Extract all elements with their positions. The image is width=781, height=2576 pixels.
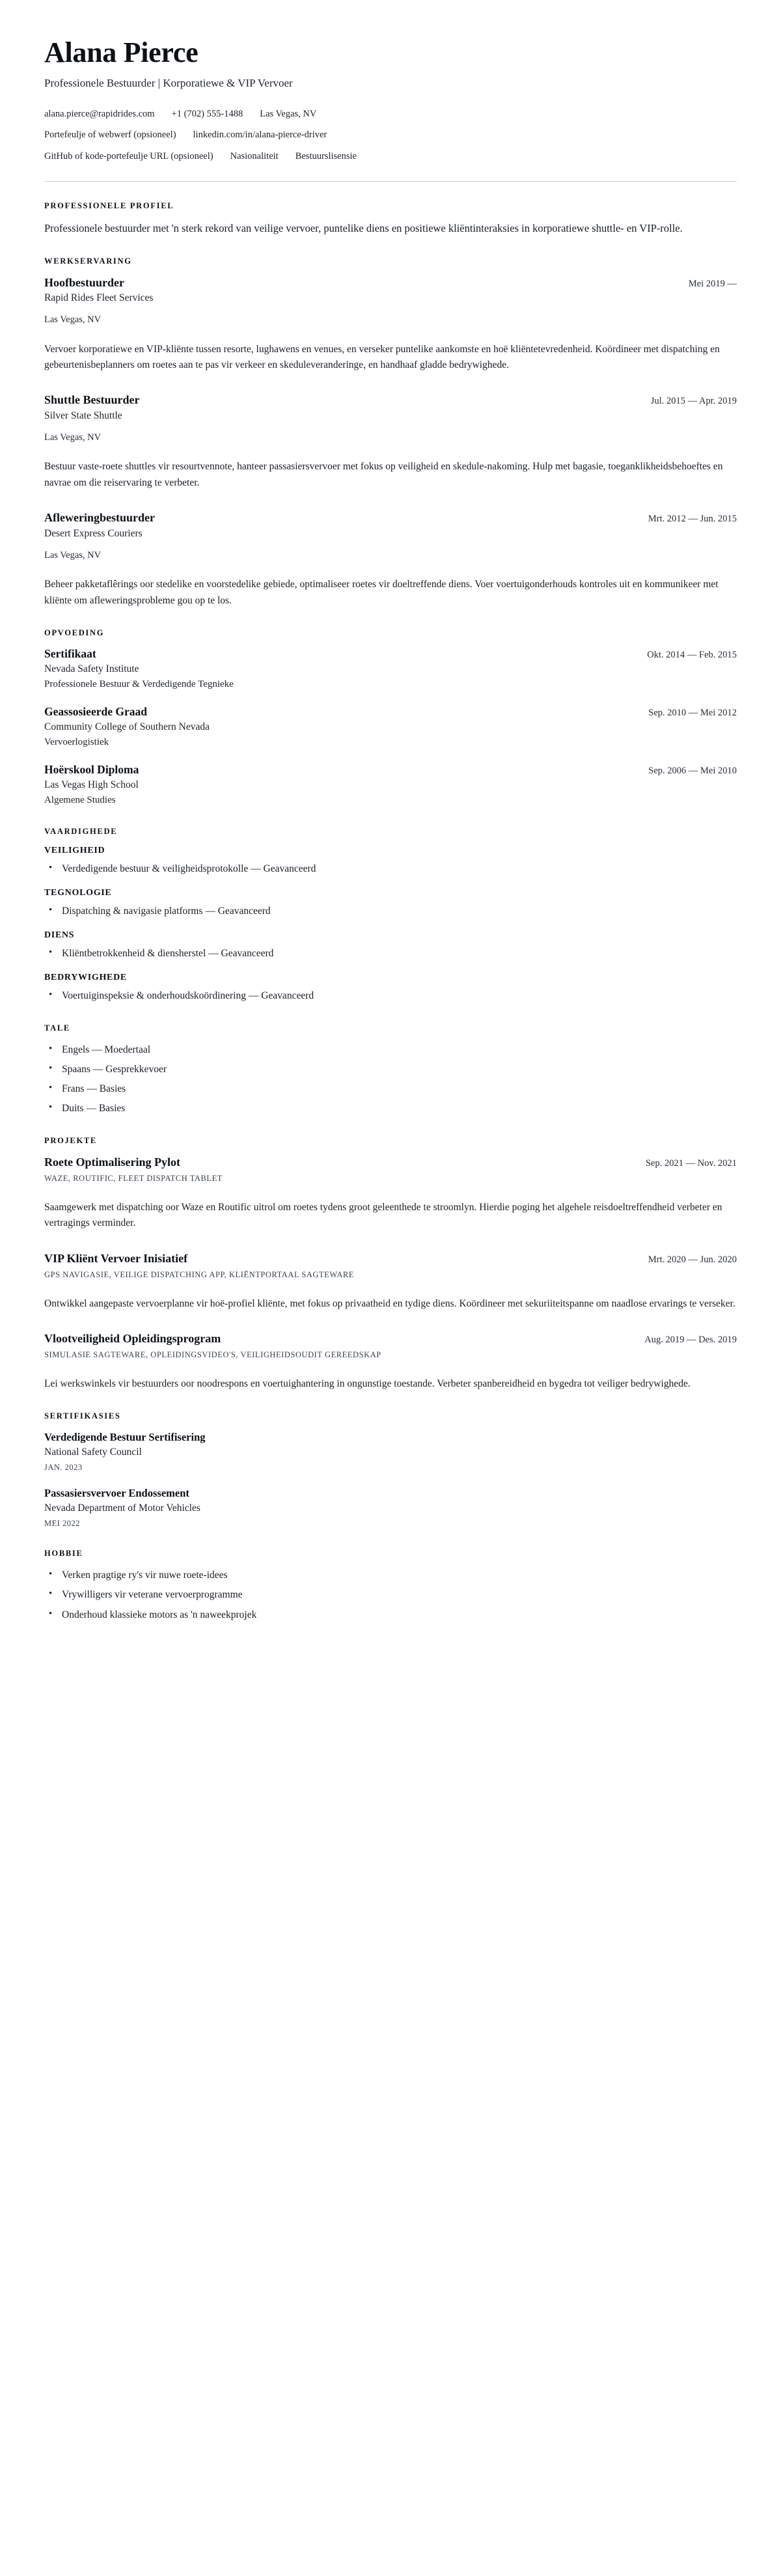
project-name: Roete Optimalisering Pylot [44,1155,180,1169]
contact-item: Nasionaliteit [230,151,279,162]
section-title-languages: TALE [44,1023,70,1032]
project-tech: WAZE, ROUTIFIC, FLEET DISPATCH TABLET [44,1174,223,1184]
degree-name: Sertifikaat [44,647,96,661]
job-date: Mrt. 2012 — Jun. 2015 [648,514,737,525]
education-entry [44,763,737,807]
hobby-item: • Vrywilligers vir veterane vervoerprogramme [44,1587,737,1602]
section-hobbies [44,1549,737,1622]
job-title: Hoofbestuurder [44,275,124,289]
education-entry [44,705,737,749]
hobby-item: • Onderhoud klassieke motors as 'n naweekprojek [44,1607,737,1622]
section-title-education: OPVOEDING [44,628,105,638]
school-name: Community College of Southern Nevada [44,721,210,733]
project-name: VIP Kliënt Vervoer Inisiatief [44,1251,188,1265]
skill-group-title: TEGNOLOGIE [44,887,112,898]
contact-item: Portefeulje of webwerf (opsioneel) [44,130,176,141]
skill-group-title: BEDRYWIGHEDE [44,973,127,983]
certification-entry [44,1430,737,1473]
contact-item: alana.pierce@rapidrides.com [44,108,155,119]
education-entry-head [44,763,737,777]
education-entry-head [44,647,737,661]
language-item: • Duits — Basies [44,1101,737,1116]
job-location: Las Vegas, NV [44,549,102,561]
project-description: Saamgewerk met dispatching oor Waze en Routific uitrol om roetes tydens groot geleenthede te stroomlyn. Hierdie poging het algehele reisdoeltreffendheid verbeter en vertragings verminder. [44,1201,722,1229]
degree-date: Okt. 2014 — Feb. 2015 [647,650,737,661]
resume-header [44,38,737,182]
language-item: • Spaans — Gesprekkevoer [44,1062,737,1077]
skills-list [44,846,737,1004]
section-title-experience: WERKSERVARING [44,256,132,266]
section-skills [44,827,737,1004]
contact-item: +1 (702) 555-1488 [171,108,243,119]
project-description: Ontwikkel aangepaste vervoerplanne vir hoë-profiel kliënte, met fokus op privaatheid en tydige diens. Koördineer met sekuriiteitspanne om naadlose ervarings te verseker. [44,1297,735,1309]
section-certifications [44,1411,737,1529]
job-description: Bestuur vaste-roete shuttles vir resourtvennote, hanteer passasiersvervoer met fokus op veiligheid en skedule-nakoming. Hulp met bagasie, toeganklikheidsbehoeftes en navrae om die reiservaring te verbeter. [44,461,723,488]
contact-row [44,128,737,143]
school-name: Nevada Safety Institute [44,663,139,675]
contact-item: linkedin.com/in/alana-pierce-driver [193,130,327,141]
company-name: Desert Express Couriers [44,527,143,539]
skill-items [44,988,737,1003]
education-entry-head [44,705,737,719]
language-item: • Engels — Moedertaal [44,1042,737,1057]
experience-list [44,275,737,609]
language-item: • Frans — Basies [44,1081,737,1096]
section-languages [44,1023,737,1116]
education-list [44,647,737,807]
skill-group [44,846,737,876]
skill-group [44,930,737,961]
hobbies-list [44,1568,737,1622]
project-entry-head [44,1331,737,1346]
experience-entry [44,393,737,491]
project-entry-head [44,1251,737,1266]
skill-item: • Kliëntbetrokkenheid & diensherstel — Geavanceerd [44,946,737,961]
degree-name: Hoërskool Diploma [44,763,139,777]
skill-items [44,904,737,919]
hobby-item: • Verken pragtige ry's vir nuwe roete-idees [44,1568,737,1583]
project-entry [44,1331,737,1392]
certification-issuer: National Safety Council [44,1446,142,1458]
study-field: Vervoerlogistiek [44,737,109,748]
skill-group-title: DIENS [44,930,75,941]
contact-item: Bestuurslisensie [295,151,357,162]
degree-date: Sep. 2006 — Mei 2010 [648,766,737,777]
languages-list [44,1042,737,1116]
certification-date: MEI 2022 [44,1518,81,1528]
skill-group-title: VEILIGHEID [44,845,105,855]
project-tech: GPS NAVIGASIE, VEILIGE DISPATCHING APP, KLIËNTPORTAAL SAGTEWARE [44,1270,354,1279]
skill-items [44,946,737,961]
header-divider [44,181,737,182]
project-entry-head [44,1155,737,1170]
section-profile [44,201,737,237]
job-description: Vervoer korporatiewe en VIP-kliënte tussen resorte, lughawens en venues, en verseker puntelike aankomste en hoë kliëntetevredenheid. Koördineer met dispatching en gebeurtenisbeplanners om roetes aan te pas vir verkeer en skeduleveranderinge, en handhaaf gladde bedrywighede. [44,343,720,370]
job-location: Las Vegas, NV [44,432,102,443]
profile-text: Professionele bestuurder met 'n sterk rekord van veilige vervoer, puntelike diens en positiewe kliëntinteraksies in korporatiewe shuttle- en VIP-rolle. [44,221,683,234]
project-date: Aug. 2019 — Des. 2019 [644,1334,737,1345]
contact-row [44,150,737,164]
project-entry [44,1155,737,1232]
section-title-certifications: SERTIFIKASIES [44,1411,121,1421]
school-name: Las Vegas High School [44,779,139,791]
job-date: Mei 2019 — [688,278,737,289]
project-entry [44,1251,737,1312]
experience-entry [44,510,737,609]
contact-item: Las Vegas, NV [260,108,317,119]
projects-list [44,1155,737,1392]
certification-date: JAN. 2023 [44,1462,83,1472]
section-title-hobbies: HOBBIE [44,1549,83,1558]
contact-block [44,107,737,164]
section-title-profile: PROFESSIONELE PROFIEL [44,201,174,210]
skill-items [44,861,737,876]
section-projects [44,1136,737,1392]
certification-issuer: Nevada Department of Motor Vehicles [44,1502,200,1514]
certification-name: Verdedigende Bestuur Sertifisering [44,1431,206,1444]
section-title-skills: VAARDIGHEDE [44,826,118,836]
company-name: Rapid Rides Fleet Services [44,292,154,304]
skill-item: • Verdedigende bestuur & veiligheidsprotokolle — Geavanceerd [44,861,737,876]
skill-group [44,888,737,919]
contact-item: GitHub of kode-portefeulje URL (opsioneel) [44,151,213,162]
study-field: Algemene Studies [44,795,116,806]
certification-name: Passasiersvervoer Endossement [44,1487,189,1500]
candidate-name: Alana Pierce [44,36,199,68]
job-title: Shuttle Bestuurder [44,393,140,407]
section-experience [44,256,737,609]
skill-group [44,973,737,1003]
degree-name: Geassosieerde Graad [44,705,147,719]
project-tech: SIMULASIE SAGTEWARE, OPLEIDINGSVIDEO'S, VEILIGHEIDSOUDIT GEREEDSKAP [44,1350,381,1360]
experience-entry [44,275,737,374]
certifications-list [44,1430,737,1529]
job-title: Afleweringbestuurder [44,511,155,525]
job-date: Jul. 2015 — Apr. 2019 [650,396,737,407]
job-location: Las Vegas, NV [44,314,102,325]
section-education [44,628,737,807]
skill-item: • Dispatching & navigasie platforms — Geavanceerd [44,904,737,919]
experience-entry-head [44,275,737,290]
job-description: Beheer pakketaflêrings oor stedelike en voorstedelike gebiede, optimaliseer roetes vir doeltreffende diens. Voer voertuigonderhouds kontroles uit en kommunikeer met kliënte om afleweringsprobleme gou op te los. [44,579,719,606]
project-name: Vlootveiligheid Opleidingsprogram [44,1331,221,1345]
project-date: Sep. 2021 — Nov. 2021 [645,1157,737,1169]
experience-entry-head [44,393,737,408]
company-name: Silver State Shuttle [44,409,122,421]
degree-date: Sep. 2010 — Mei 2012 [648,708,737,719]
education-entry [44,647,737,691]
study-field: Professionele Bestuur & Verdedigende Tegnieke [44,679,234,690]
skill-item: • Voertuiginspeksie & onderhoudskoördinering — Geavanceerd [44,988,737,1003]
project-description: Lei werkswinkels vir bestuurders oor noodrespons en voertuighantering in ongunstige toestande. Verbeter spanbereidheid en bygedra tot veiliger bedrywighede. [44,1378,691,1389]
experience-entry-head [44,510,737,525]
certification-entry [44,1486,737,1529]
section-title-projects: PROJEKTE [44,1135,97,1145]
project-date: Mrt. 2020 — Jun. 2020 [648,1254,737,1265]
contact-row [44,107,737,122]
candidate-headline: Professionele Bestuurder | Korporatiewe & VIP Vervoer [44,76,293,89]
